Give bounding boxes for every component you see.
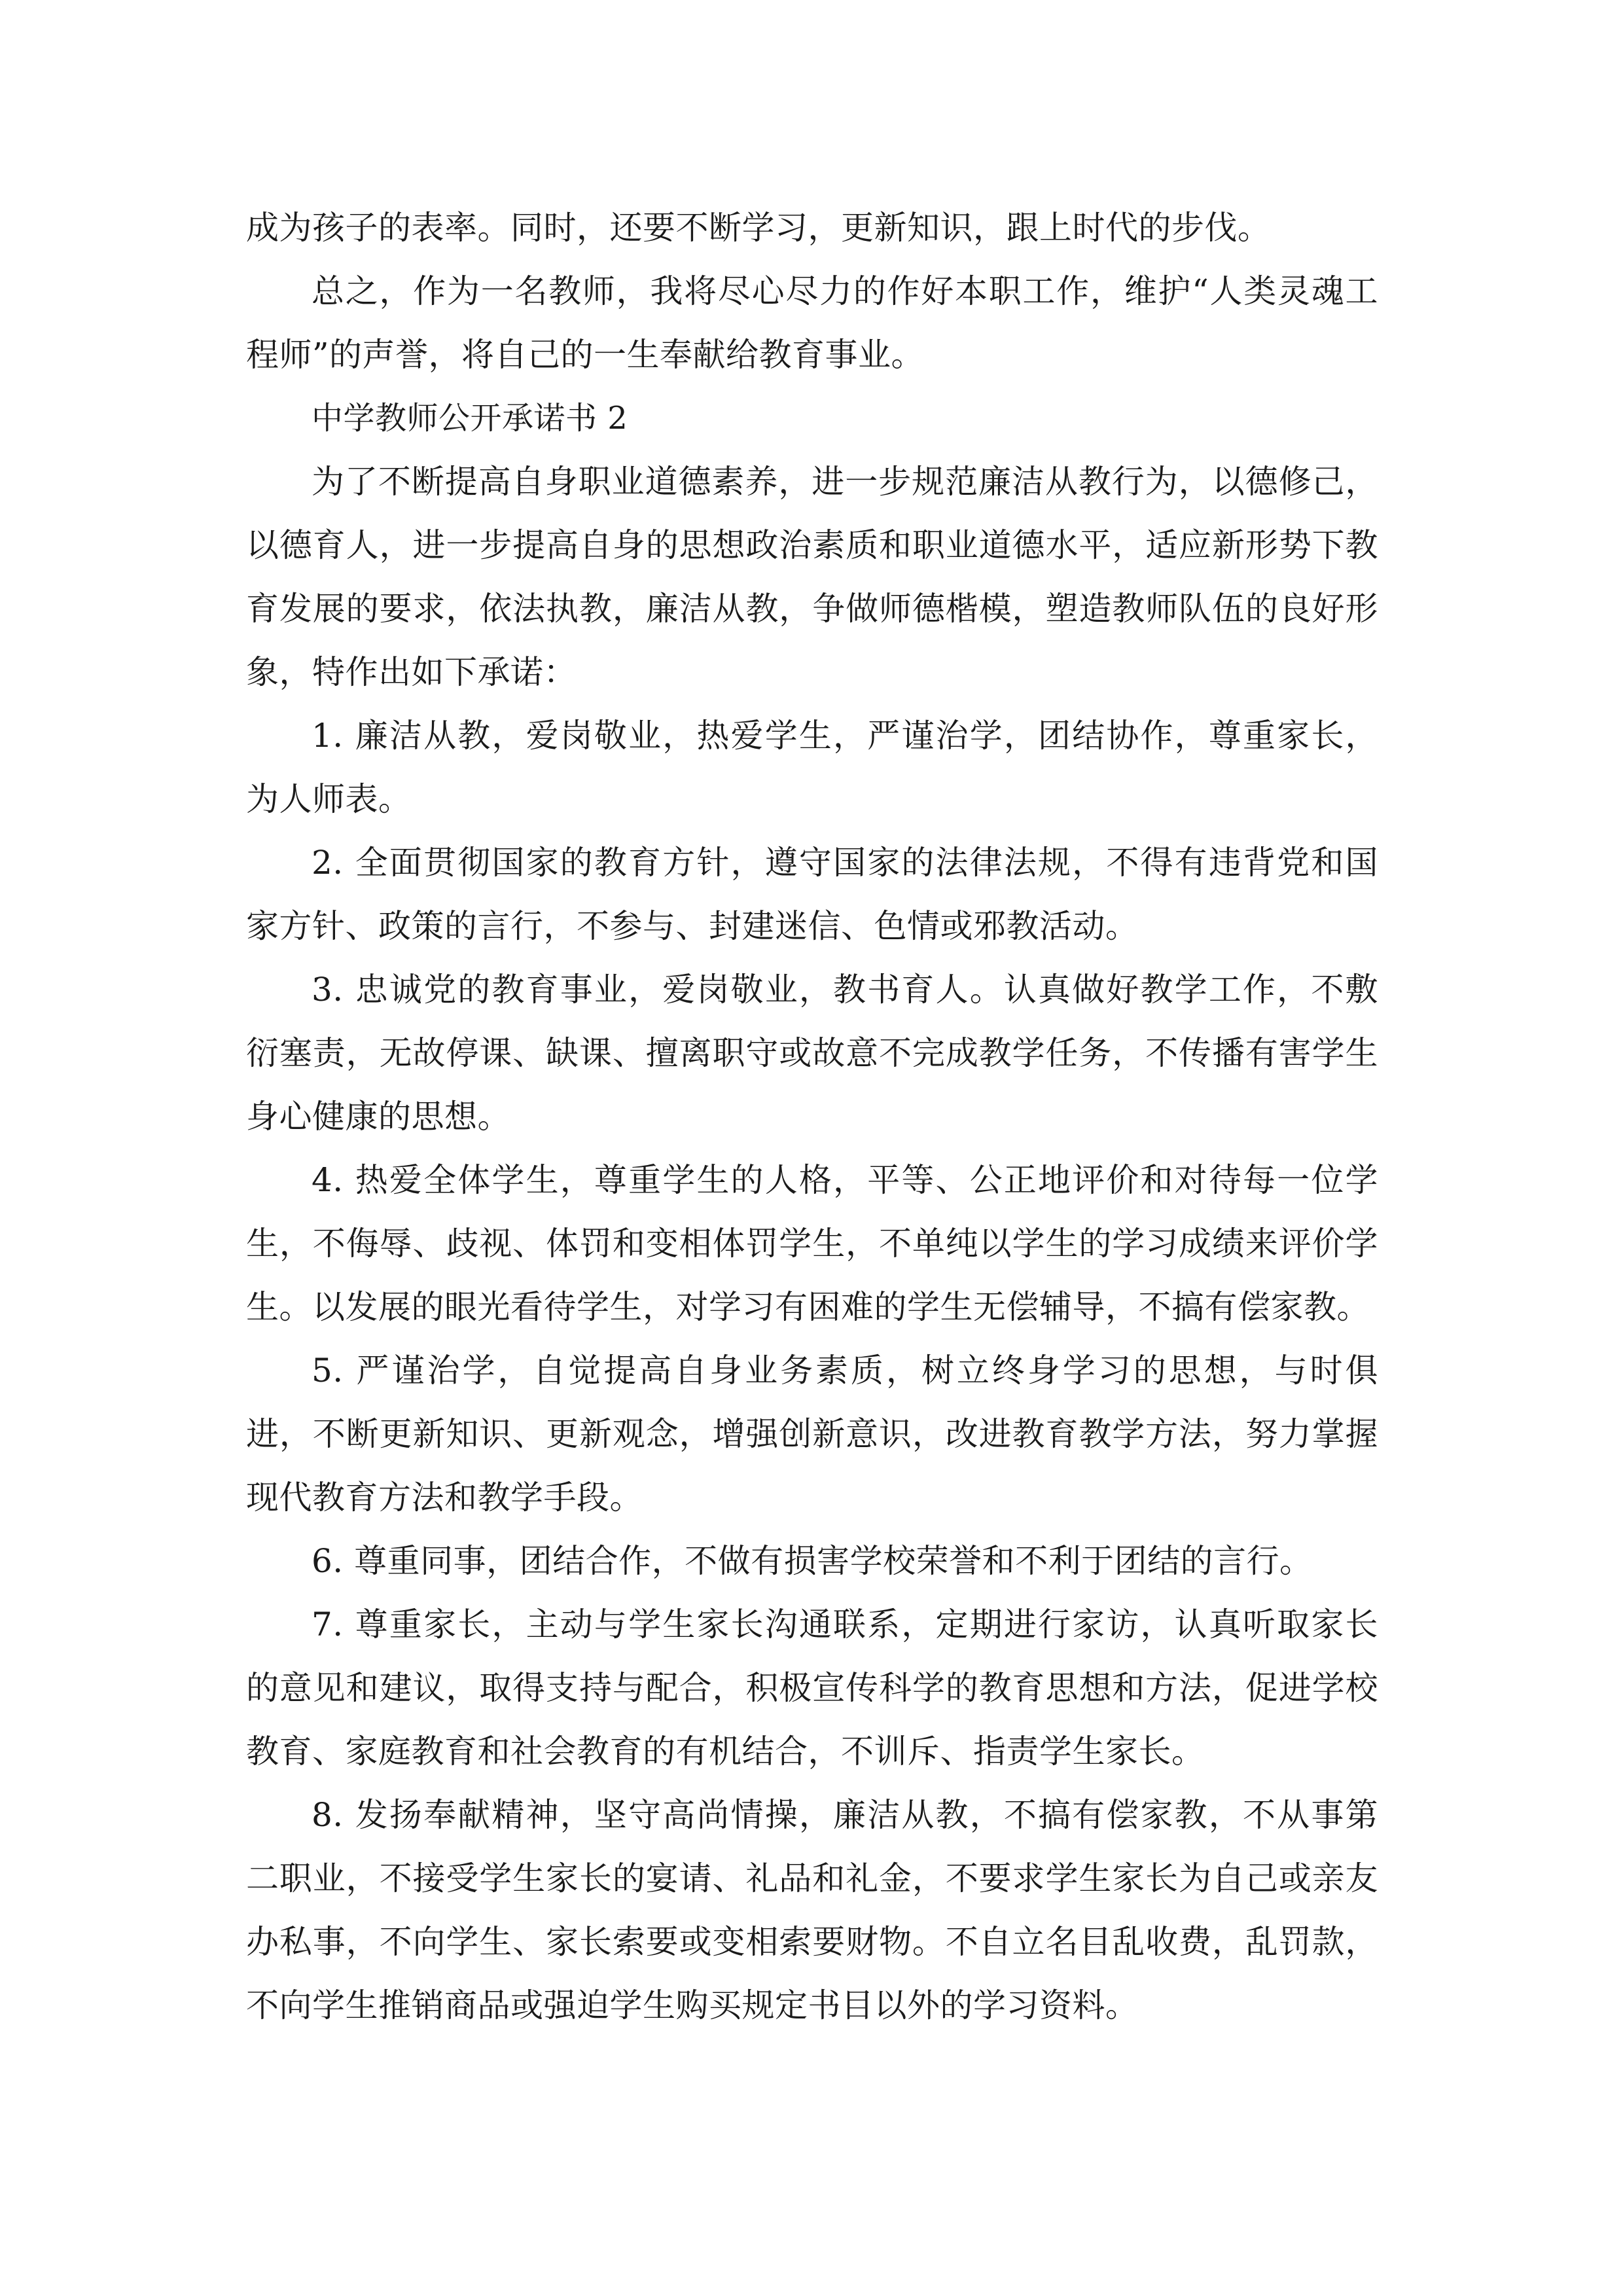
commitment-item-2: 2. 全面贯彻国家的教育方针，遵守国家的法律法规，不得有违背党和国家方针、政策的言行，不参与、封建迷信、色情或邪教活动。 xyxy=(246,844,1378,945)
continuation-paragraph: 成为孩子的表率。同时，还要不断学习，更新知识，跟上时代的步伐。 xyxy=(246,209,1271,247)
commitment-item-6: 6. 尊重同事，团结合作，不做有损害学校荣誉和不利于团结的言行。 xyxy=(312,1542,1313,1580)
document-body xyxy=(246,196,1378,2037)
commitment-item-4: 4. 热爱全体学生，尊重学生的人格，平等、公正地评价和对待每一位学生，不侮辱、歧视、体罚和变相体罚学生，不单纯以学生的学习成绩来评价学生。以发展的眼光看待学生，对学习有困难的学生无偿辅导，不搞有偿家教。 xyxy=(246,1161,1378,1326)
conclusion-paragraph: 总之，作为一名教师，我将尽心尽力的作好本职工作，维护“人类灵魂工程师”的声誉，将自己的一生奉献给教育事业。 xyxy=(246,272,1378,374)
commitment-item-5: 5. 严谨治学，自觉提高自身业务素质，树立终身学习的思想，与时俱进，不断更新知识、更新观念，增强创新意识，改进教育教学方法，努力掌握现代教育方法和教学手段。 xyxy=(246,1352,1378,1516)
commitment-item-8: 8. 发扬奉献精神，坚守高尚情操，廉洁从教，不搞有偿家教，不从事第二职业，不接受学生家长的宴请、礼品和礼金，不要求学生家长为自己或亲友办私事，不向学生、家长索要或变相索要财物。不自立名目乱收费，乱罚款，不向学生推销商品或强迫学生购买规定书目以外的学习资料。 xyxy=(246,1796,1378,2024)
commitment-item-7: 7. 尊重家长，主动与学生家长沟通联系，定期进行家访，认真听取家长的意见和建议，取得支持与配合，积极宣传科学的教育思想和方法，促进学校教育、家庭教育和社会教育的有机结合，不训斥、指责学生家长。 xyxy=(246,1605,1378,1770)
preamble-paragraph: 为了不断提高自身职业道德素养，进一步规范廉洁从教行为，以德修己，以德育人，进一步提高自身的思想政治素质和职业道德水平，适应新形势下教育发展的要求，依法执教，廉洁从教，争做师德楷模，塑造教师队伍的良好形象，特作出如下承诺： xyxy=(246,463,1378,691)
commitment-item-3: 3. 忠诚党的教育事业，爱岗敬业，教书育人。认真做好教学工作，不敷衍塞责，无故停课、缺课、擅离职守或故意不完成教学任务，不传播有害学生身心健康的思想。 xyxy=(246,971,1378,1136)
section-title: 中学教师公开承诺书 2 xyxy=(312,400,628,437)
commitment-item-1: 1. 廉洁从教，爱岗敬业，热爱学生，严谨治学，团结协作，尊重家长，为人师表。 xyxy=(246,717,1378,818)
